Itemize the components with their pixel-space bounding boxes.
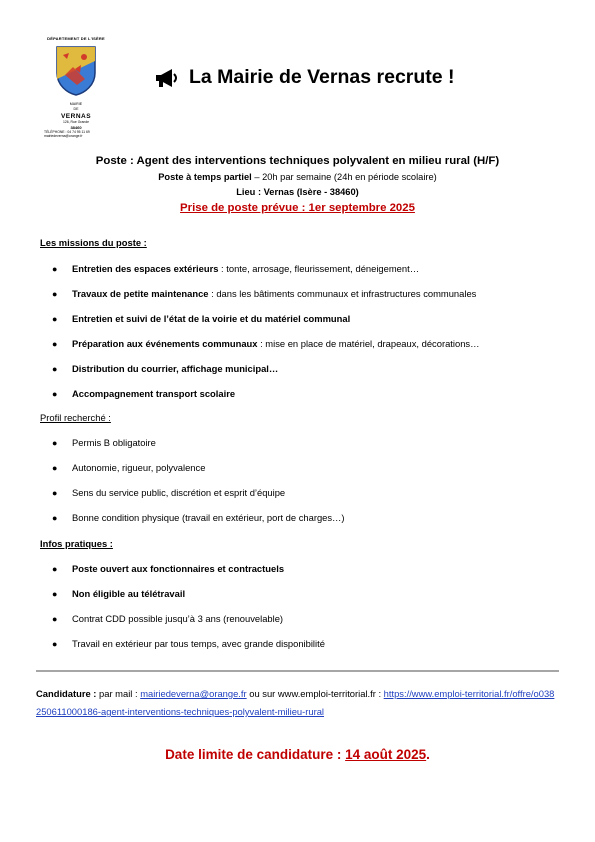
profile-section [40, 411, 560, 537]
list-item [40, 288, 560, 313]
deadline-suffix: . [426, 747, 430, 762]
list-item [40, 563, 560, 588]
practical-info-list [40, 563, 560, 663]
application-offer-link[interactable]: https://www.emploi-territorial.fr/offre/o038250611000186-agent-interventions-techniques-polyvalent-milieu-rural [36, 688, 555, 717]
application-deadline [0, 747, 595, 762]
item-text: : mise en place de matériel, drapeaux, décorations… [257, 338, 480, 349]
practical-info-section [40, 537, 560, 663]
bullet-icon: ● [52, 364, 58, 374]
post-time-label: Poste à temps partiel [158, 172, 252, 182]
list-item [40, 462, 560, 487]
post-location: Lieu : Vernas (Isère - 38460) [236, 187, 359, 197]
item-text: Travail en extérieur par tous temps, avec grande disponibilité [72, 638, 325, 649]
bullet-icon: ● [52, 614, 58, 624]
item-text: : dans les bâtiments communaux et infrastructures communales [208, 288, 477, 299]
item-bold-text: Accompagnement transport scolaire [72, 388, 236, 399]
application-label: Candidature : [36, 688, 97, 699]
list-item [40, 638, 560, 663]
item-text: Sens du service public, discrétion et esprit d’équipe [72, 487, 286, 498]
megaphone-icon [155, 68, 179, 88]
bullet-icon: ● [52, 314, 58, 324]
item-text: Non éligible au télétravail [72, 588, 186, 599]
list-item [40, 437, 560, 462]
list-item [40, 512, 560, 537]
post-time [0, 170, 595, 185]
municipal-letterhead [36, 36, 116, 138]
list-item [40, 588, 560, 613]
bullet-icon: ● [52, 264, 58, 274]
bullet-icon: ● [52, 564, 58, 574]
bullet-icon: ● [52, 438, 58, 448]
item-bold-text: Travaux de petite maintenance [72, 288, 209, 299]
divider [36, 670, 559, 672]
list-item [40, 613, 560, 638]
list-item [40, 363, 560, 388]
list-item [40, 338, 560, 363]
application-email-link[interactable]: mairiedeverna@orange.fr [140, 688, 247, 699]
town-name: VERNAS [60, 113, 92, 120]
bullet-icon: ● [52, 589, 58, 599]
page-title-text: La Mairie de Vernas recrute ! [189, 66, 455, 88]
missions-heading: Les missions du poste : [40, 237, 147, 248]
application-middle-text: ou sur www.emploi-territorial.fr : [246, 688, 384, 699]
missions-list [40, 263, 560, 413]
application-mail-prefix: par mail : [96, 688, 141, 699]
item-bold-text: Préparation aux événements communaux [72, 338, 258, 349]
mairie-label: MAIRIE [69, 102, 83, 106]
item-text: Autonomie, rigueur, polyvalence [72, 462, 206, 473]
profile-heading: Profil recherché : [40, 412, 111, 423]
item-text: Contrat CDD possible jusqu’à 3 ans (renouvelable) [72, 613, 284, 624]
list-item [40, 313, 560, 338]
deadline-label: Date limite de candidature : [165, 747, 346, 762]
item-bold-text: Entretien des espaces extérieurs [72, 263, 219, 274]
post-start-date: Prise de poste prévue : 1er septembre 2025 [180, 202, 415, 214]
bullet-icon: ● [52, 639, 58, 649]
bullet-icon: ● [52, 513, 58, 523]
page-title [155, 66, 455, 89]
de-label: DE [73, 107, 79, 111]
list-item [40, 263, 560, 288]
coat-of-arms-icon [55, 45, 97, 97]
item-text: : tonte, arrosage, fleurissement, déneigement… [218, 263, 420, 274]
town-phone: TÉLÉPHONE : 04 74 95 11 69 [44, 129, 90, 134]
practical-info-heading: Infos pratiques : [40, 538, 113, 549]
list-item [40, 388, 560, 413]
missions-section [40, 236, 560, 413]
bullet-icon: ● [52, 463, 58, 473]
bullet-icon: ● [52, 339, 58, 349]
bullet-icon: ● [52, 389, 58, 399]
item-bold-text: Distribution du courrier, affichage municipal… [72, 363, 279, 374]
item-text: Bonne condition physique (travail en extérieur, port de charges…) [72, 512, 345, 523]
town-email: mairiedeverna@orange.fr [44, 133, 83, 138]
bullet-icon: ● [52, 289, 58, 299]
item-bold-text: Entretien et suivi de l’état de la voirie et du matériel communal [72, 313, 351, 324]
deadline-date: 14 août 2025 [345, 747, 427, 762]
profile-list [40, 437, 560, 537]
post-title: Poste : Agent des interventions techniques polyvalent en milieu rural (H/F) [95, 155, 500, 167]
department-label: DÉPARTEMENT DE L'ISÈRE [47, 36, 105, 41]
town-zip: 38460 [70, 124, 82, 130]
list-item [40, 487, 560, 512]
post-summary [0, 153, 595, 217]
item-text: Permis B obligatoire [72, 437, 156, 448]
post-time-detail: – 20h par semaine (24h en période scolaire) [251, 172, 437, 182]
application-info [36, 685, 559, 721]
item-text: Poste ouvert aux fonctionnaires et contractuels [72, 563, 285, 574]
bullet-icon: ● [52, 488, 58, 498]
town-address: 126, Rue Grande [62, 120, 89, 124]
